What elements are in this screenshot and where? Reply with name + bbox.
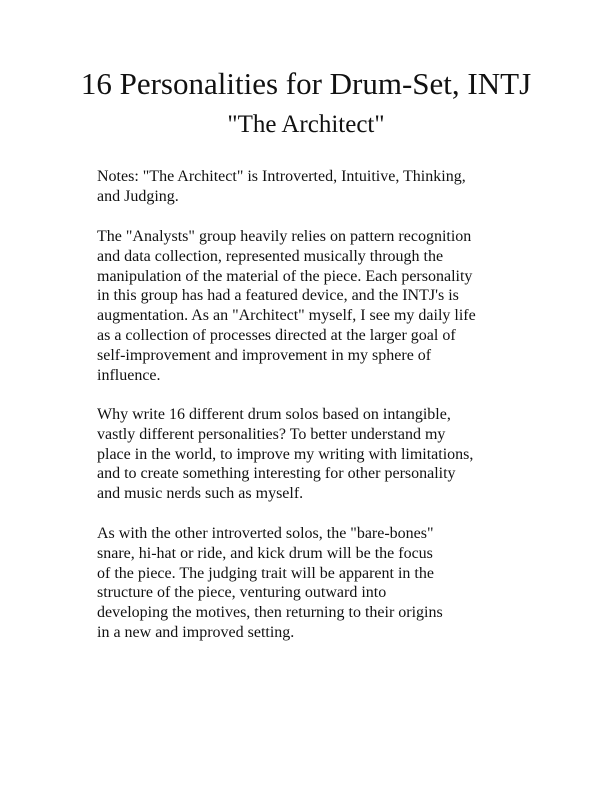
paragraph-line: snare, hi-hat or ride, and kick drum will be the focus xyxy=(97,544,433,562)
paragraph-line: influence. xyxy=(97,366,161,384)
structure-paragraph xyxy=(97,524,527,643)
paragraph-line: developing the motives, then returning to their origins xyxy=(97,604,443,622)
paragraph-line: and music nerds such as myself. xyxy=(97,485,304,503)
notes-paragraph xyxy=(97,167,527,207)
paragraph-line: of the piece. The judging trait will be apparent in the xyxy=(97,564,434,582)
paragraph-line: As with the other introverted solos, the "bare-bones" xyxy=(97,525,434,542)
page-title: 16 Personalities for Drum-Set, INTJ xyxy=(80,66,532,101)
paragraph-line: in a new and improved setting. xyxy=(97,623,295,641)
paragraph-line: manipulation of the material of the piece. Each personality xyxy=(97,267,473,285)
paragraph-line: Notes: "The Architect" is Introverted, Intuitive, Thinking, xyxy=(97,168,466,185)
paragraph-line: as a collection of processes directed at the larger goal of xyxy=(97,326,456,344)
paragraph-line: self-improvement and improvement in my sphere of xyxy=(97,346,432,364)
page-subtitle: "The Architect" xyxy=(227,111,385,138)
paragraph-line: The "Analysts" group heavily relies on pattern recognition xyxy=(97,228,472,245)
paragraph-line: structure of the piece, venturing outward into xyxy=(97,584,387,602)
paragraph-line: vastly different personalities? To better understand my xyxy=(97,425,446,443)
motivation-paragraph xyxy=(97,405,527,504)
paragraph-line: and Judging. xyxy=(97,187,179,205)
paragraph-line: Why write 16 different drum solos based on intangible, xyxy=(97,406,451,423)
analysts-paragraph xyxy=(97,227,527,385)
paragraph-line: in this group has had a featured device, and the INTJ's is xyxy=(97,287,459,305)
paragraph-line: and data collection, represented musically through the xyxy=(97,247,444,265)
paragraph-line: augmentation. As an "Architect" myself, I see my daily life xyxy=(97,307,476,325)
paragraph-line: place in the world, to improve my writing with limitations, xyxy=(97,445,474,463)
paragraph-line: and to create something interesting for other personality xyxy=(97,465,456,483)
